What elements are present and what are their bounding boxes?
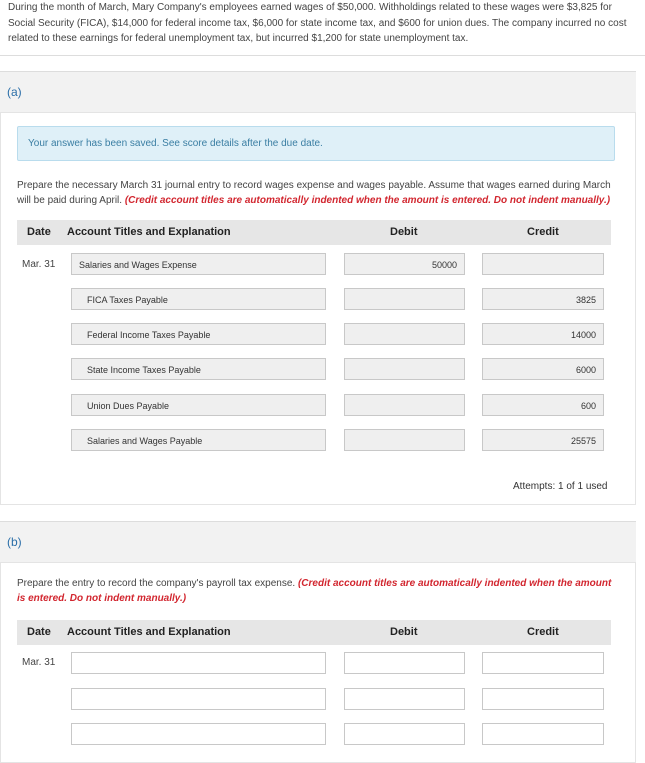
account-title-input[interactable]: FICA Taxes Payable [71, 288, 326, 310]
saved-notice-text: Your answer has been saved. See score details after the due date. [28, 138, 323, 149]
problem-statement [0, 0, 645, 56]
account-title-input[interactable] [71, 723, 326, 745]
debit-input[interactable] [344, 288, 465, 310]
part-a-table-header [17, 220, 611, 245]
header-date: Date [27, 626, 51, 638]
part-a-instruction-text: Prepare the necessary March 31 journal entry to record wages expense and wages payable. Assume that wages earned during March will be paid during April. [17, 180, 611, 206]
account-title-input[interactable]: Union Dues Payable [71, 394, 326, 416]
credit-input[interactable]: 3825 [482, 288, 604, 310]
debit-input[interactable] [344, 688, 465, 710]
part-b-instruction-text: Prepare the entry to record the company's payroll tax expense. [17, 578, 296, 589]
part-b-label: (b) [7, 535, 22, 549]
part-b-instructions [17, 576, 612, 606]
credit-input[interactable]: 600 [482, 394, 604, 416]
header-debit: Debit [390, 626, 418, 638]
part-a-instructions [17, 178, 612, 208]
credit-input[interactable]: 6000 [482, 358, 604, 380]
saved-notice [17, 126, 615, 161]
account-title-input[interactable]: Salaries and Wages Payable [71, 429, 326, 451]
credit-input[interactable] [482, 688, 604, 710]
credit-input[interactable]: 25575 [482, 429, 604, 451]
credit-input[interactable] [482, 652, 604, 674]
credit-input[interactable] [482, 253, 604, 275]
debit-input[interactable] [344, 394, 465, 416]
account-title-input[interactable]: Federal Income Taxes Payable [71, 323, 326, 345]
debit-input[interactable] [344, 429, 465, 451]
part-a-label: (a) [7, 85, 22, 99]
account-title-input[interactable]: State Income Taxes Payable [71, 358, 326, 380]
debit-input[interactable] [344, 358, 465, 380]
debit-input[interactable] [344, 323, 465, 345]
part-b-table-header [17, 620, 611, 645]
credit-input[interactable] [482, 723, 604, 745]
part-a-instruction-note: (Credit account titles are automatically indented when the amount is entered. Do not indent manually.) [124, 195, 611, 206]
debit-input[interactable] [344, 652, 465, 674]
account-title-input[interactable] [71, 652, 326, 674]
account-title-input[interactable] [71, 688, 326, 710]
header-debit: Debit [390, 226, 418, 238]
header-credit: Credit [527, 626, 559, 638]
header-account: Account Titles and Explanation [67, 626, 231, 638]
part-b-header [0, 521, 636, 563]
debit-input[interactable]: 50000 [344, 253, 465, 275]
header-account: Account Titles and Explanation [67, 226, 231, 238]
header-credit: Credit [527, 226, 559, 238]
account-title-input[interactable]: Salaries and Wages Expense [71, 253, 326, 275]
part-b-instruction-note: (Credit account titles are automatically indented when the amount is entered. Do not indent manually.) [17, 578, 612, 604]
attempts-counter: Attempts: 1 of 1 used [513, 481, 608, 492]
credit-input[interactable]: 14000 [482, 323, 604, 345]
row-date: Mar. 31 [22, 259, 56, 270]
debit-input[interactable] [344, 723, 465, 745]
part-a-header [0, 71, 636, 113]
problem-text: During the month of March, Mary Company's employees earned wages of $50,000. Withholdings related to these wages were $3,825 for Social Security (FICA), $14,000 for federal income tax, $6,000 for state income tax, and $600 for union dues. The company incurred no cost related to these earnings for federal unemployment tax, but incurred $1,200 for state unemployment tax. [8, 2, 627, 44]
header-date: Date [27, 226, 51, 238]
row-date: Mar. 31 [22, 657, 56, 668]
